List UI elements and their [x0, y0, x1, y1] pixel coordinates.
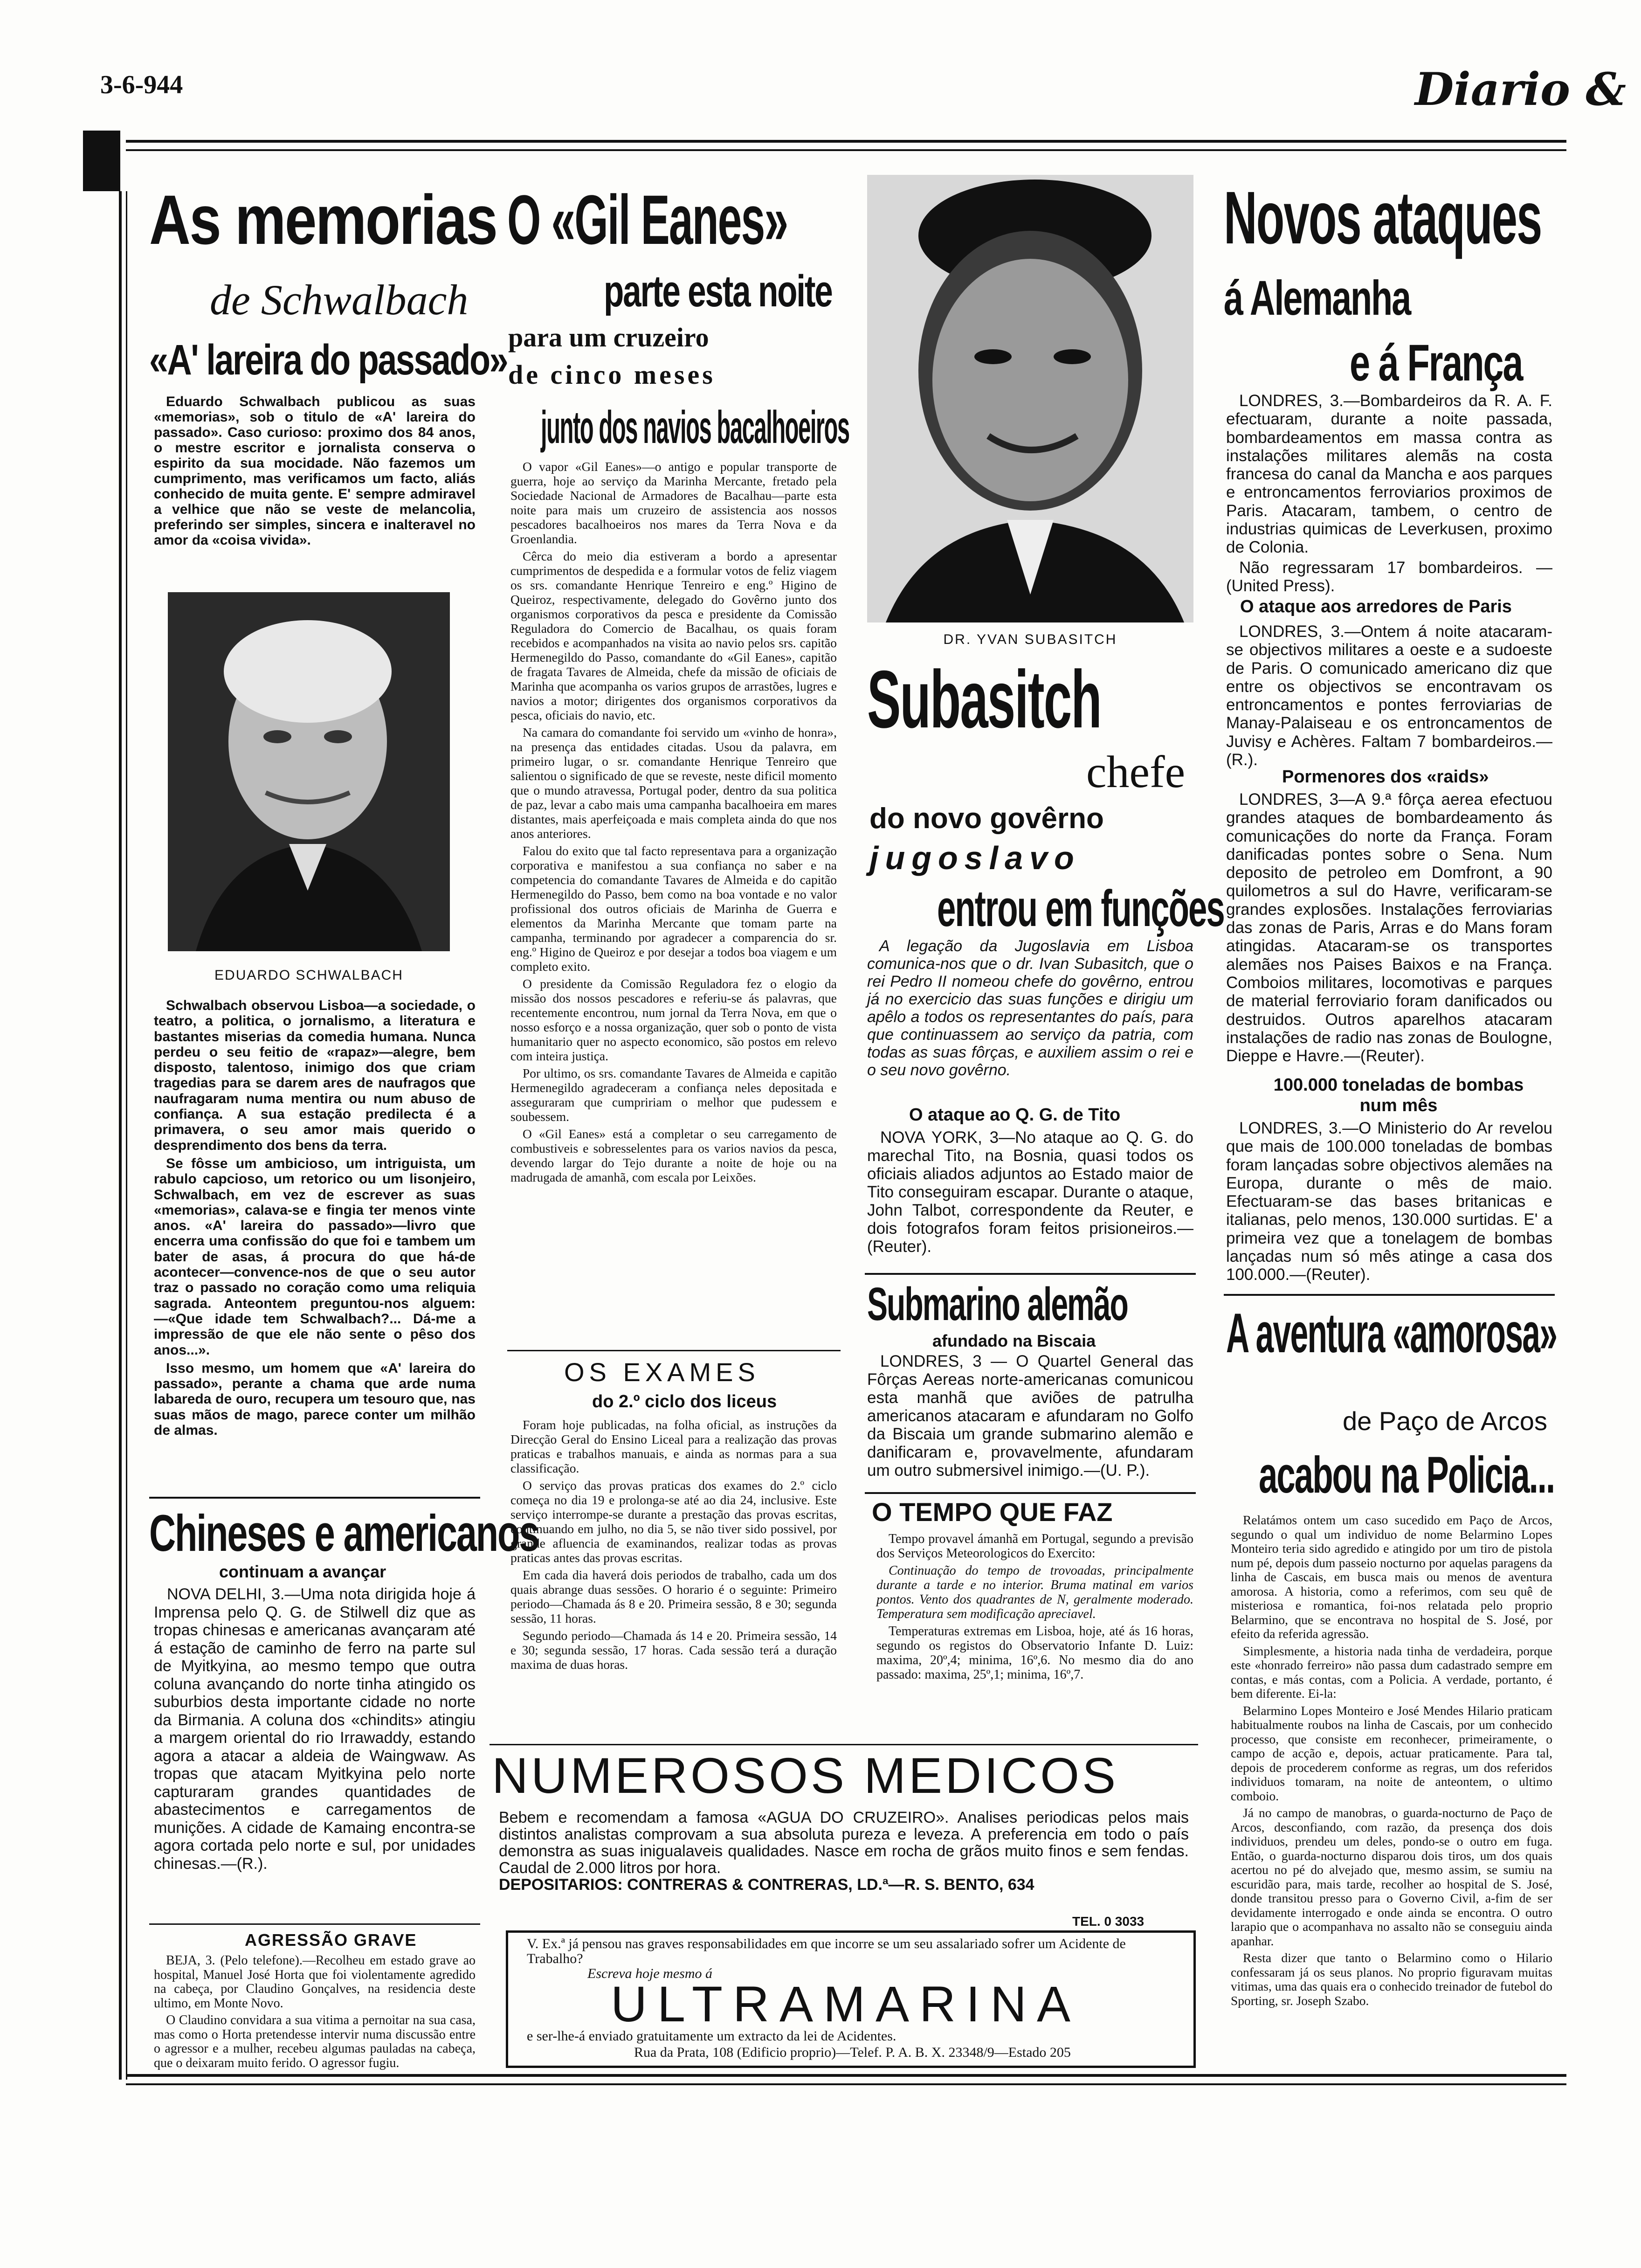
photo-caption-schwalbach: EDUARDO SCHWALBACH	[214, 968, 403, 983]
headline-subasitch: Subasitch	[867, 654, 1101, 745]
subhead-jugoslavo: jugoslavo	[869, 840, 1081, 876]
tito-body: NOVA YORK, 3—No ataque ao Q. G. do marechal Tito, na Bosnia, quasi todos os oficiais aliados adjuntos ao Estado maior de Tito conseguiram escapar. Durante o ataque, John Talbot, correspondente da Reuter, e dois fotografos foram feitos prisioneiros.—(Reuter).	[867, 1128, 1193, 1256]
subhead-bacalhoeiros: junto dos navios bacalhoeiros	[541, 401, 849, 453]
divider-exames	[507, 1350, 841, 1351]
raids-body: LONDRES, 3—A 9.ª fôrça aerea efectuou grandes ataques de bombardeamento ás comunicações do norte da França. Foram danificadas pontes sobre o Sena. Num deposito de petroleo em Domfront, a 90 quilometros a sul do Havre, verificaram-se grandes explosões. Instalações ferroviarias das zonas de Paris, Arras e do Mans foram atingidas. Atacaram-se os transportes alemães nos Paises Baixos e na França. Comboios militares, locomotivas e parques de material ferroviario foram danificados ou destruidos. Outros aparelhos atacaram instalações de radio nas zonas de Boulogne, Dieppe e Havre.—(Reuter).	[1226, 790, 1552, 1065]
paris-body: LONDRES, 3.—Ontem á noite atacaram-se objectivos militares a oeste e a sudoeste de Paris. O comunicado americano diz que entre os objectivos se encontravam os entroncamentos e pontes ferroviarias de Manay-Palaiseau e os entroncamentos de Juvisy e Achères. Faltam 7 bombardeiros.—(R.).	[1226, 622, 1552, 769]
headline-novos-ataques: Novos ataques	[1224, 176, 1542, 259]
headline-submarino: Submarino alemão	[867, 1278, 1128, 1330]
title-toneladas: 100.000 toneladas de bombas num mês	[1273, 1075, 1524, 1115]
subhead-submarino: afundado na Biscaia	[932, 1331, 1096, 1350]
subhead-govêrno: do novo govêrno	[869, 802, 1104, 835]
photo-caption-subasitch: DR. YVAN SUBASITCH	[943, 632, 1117, 647]
divider-aventura	[1224, 1294, 1555, 1296]
tempo-body: Tempo provavel ámanhã em Portugal, segundo a previsão dos Serviços Meteorologicos do Exercito: Continuação do tempo de trovoadas, principalmente durante a tarde e no interior. Bruma matinal em varios pontos. Vento dos quadrantes de N, geralmente moderado. Temperatura sem modificação apreciavel. Temperaturas extremas em Lisboa, hoje, até ás 16 horas, segundo os registos do Observatorio Infante D. Luiz: maxima, 20º,4; minima, 16º,6. No mesmo dia do ano passado: maxima, 25º,1; minima, 16º,7.	[876, 1532, 1193, 1682]
page-date: 3-6-944	[100, 70, 183, 99]
subhead-paco-arcos: de Paço de Arcos	[1343, 1406, 1547, 1436]
novos-ataques-body: LONDRES, 3.—Bombardeiros da R. A. F. efectuaram, durante a noite passada, bombardeamentos em massa contra as instalações militares alemãs na costa francesa do canal da Mancha e aos parques e entroncamentos ferroviarios proximos de Paris. Atacaram, tambem, o centro de industrias quimicas de Leverkusen, proximo de Colonia. Não regressaram 17 bombardeiros. —(United Press).	[1226, 392, 1552, 595]
ad-medicos-text: Bebem e recomendam a famosa «AGUA DO CRUZEIRO». Analises periodicas pelos mais distintos analistas comprovam a sua absoluta pureza e leveza. A preferencia em todo o país demonstra as suas inigualaveis qualidades. Nasce em rocha de grãos muito finos e sem fendas. Caudal de 2.000 litros por hora. DEPOSITARIOS: CONTRERAS & CONTRERAS, LD.ª—R. S. BENTO, 634	[499, 1809, 1189, 1894]
subhead-parte: parte esta noite	[604, 266, 832, 316]
schwalbach-photo	[168, 592, 450, 951]
bottom-rule	[126, 2074, 1566, 2085]
decorative-bar	[83, 131, 120, 191]
kicker-lareira: «A' lareira do passado»	[149, 336, 508, 384]
title-paris: O ataque aos arredores de Paris	[1240, 597, 1512, 616]
ad-ultramarina-address: Rua da Prata, 108 (Edificio proprio)—Telef. P. A. B. X. 23348/9—Estado 205	[634, 2045, 1071, 2060]
intro-text: Eduardo Schwalbach publicou as suas «memorias», sob o titulo de «A' lareira do passado». Caso curioso: proximo dos 84 anos, o mestre escritor e jornalista conserva o espirito da sua mocidade. Não fazemos um cumprimento, mas verificamos um facto, aliás conhecido de muita gente. E' sempre admiravel a velhice que não se veste de melancolia, preferindo ser simples, sincera e inalteravel no amor da «coisa vivida».	[154, 394, 476, 548]
ad-medicos-tel: TEL. 0 3033	[1072, 1914, 1145, 1929]
divider-submarino	[865, 1273, 1196, 1275]
subasitch-photo	[867, 175, 1193, 622]
left-rule-thin	[126, 191, 127, 2080]
exames-body: Foram hoje publicadas, na folha oficial, as instruções da Direcção Geral do Ensino Liceal para a realização das provas praticas e trabalhos manuais, e ainda as normas para a sua classificação. O serviço das provas praticas dos exames do 2.º ciclo começa no dia 19 e prolonga-se até ao dia 24, inclusive. Este serviço interrompe-se durante a prestação das provas escritas, continuando em julho, no dia 5, se não tiver sido possivel, por grande afluencia de examinandos, realizar todas as provas praticas antes das provas escritas. Em cada dia haverá dois periodos de trabalho, cada um dos quais abrange duas sessões. O horario é o seguinte: Primeiro periodo—Chamada ás 8 e 20. Primeira sessão, 8 e 30; segunda sessão, 11 horas. Segundo periodo—Chamada ás 14 e 20. Primeira sessão, 14 e 30; segunda sessão, 17 horas. Cada sessão terá a duração maxima de duas horas.	[510, 1418, 837, 1672]
title-agressao: AGRESSÃO GRAVE	[245, 1930, 417, 1950]
divider-col1	[149, 1497, 480, 1499]
subhead-policia: acabou na Policia...	[1259, 1446, 1555, 1504]
headline-chineses: Chineses e americanos	[149, 1505, 539, 1562]
subhead-funcoes: entrou em funções	[937, 880, 1224, 937]
subhead-cruzeiro: para um cruzeiro	[508, 322, 709, 353]
divider-tempo	[865, 1492, 1196, 1494]
ad-ultramarina-box	[506, 1930, 1196, 2068]
headline-memorias: As memorias	[149, 180, 497, 259]
ad-title-medicos: NUMEROSOS MEDICOS	[492, 1747, 1119, 1804]
portrait-icon	[168, 592, 450, 951]
subhead-exames: do 2.º ciclo dos liceus	[592, 1392, 777, 1411]
subhead-franca: e á França	[1350, 334, 1523, 392]
ad-ultramarina-brand: ULTRAMARINA	[611, 1976, 1081, 2032]
toneladas-body: LONDRES, 3.—O Ministerio do Ar revelou que mais de 100.000 toneladas de bombas foram lançadas sobre objectivos alemães na Europa, durante o mês de maio. Efectuaram-se das bases britanicas e italianas, pelo menos, 130.000 surtidas. E' a primeira vez que a tonelagem de bombas lançadas num só mês atinge a casa dos 100.000.—(Reuter).	[1226, 1119, 1552, 1284]
subhead-chefe: chefe	[1086, 747, 1186, 797]
portrait-icon	[867, 175, 1193, 622]
memorias-body: Schwalbach observou Lisboa—a sociedade, o teatro, a politica, o jornalismo, a literatura e bastantes miserias da comedia humana. Nunca perdeu o seu feitio de «rapaz»—alegre, bem disposto, talentoso, inimigo dos que criam tragedias para se darem ares de naufragos que naufragaram numa mentira ou num abuso de confiança. A sua estação predilecta é a primavera, o seu amor mais querido o desprendimento dos bens da terra. Se fôsse um ambicioso, um intriguista, um rabulo capcioso, um retorico ou um lisonjeiro, Schwalbach, em vez de escrever as suas «memorias», calava-se e fingia ter menos vinte anos. «A' lareira do passado»—livro que encerra uma confissão do que foi e tambem um bater de asas, á procura do que há-de acontecer—convence-nos de que o seu autor traz o passado no coração como uma reliquia sagrada. Anteontem preguntou-nos alguem: —«Que idade tem Schwalbach?... Dá-me a impressão de que ele não sente o pêso dos anos...». Isso mesmo, um homem que «A' lareira do passado», perante a chama que arde numa labareda de ouro, recupera um tesouro que, nas suas mãos de mago, parece conter um milhão de almas.	[154, 998, 476, 1438]
left-rule	[119, 191, 122, 2080]
subhead-chineses: continuam a avançar	[219, 1562, 386, 1581]
title-exames: OS EXAMES	[564, 1357, 760, 1387]
headline-gil-eanes: O «Gil Eanes»	[507, 180, 788, 259]
submarino-body: LONDRES, 3 — O Quartel General das Fôrças Aereas norte-americanas comunicou esta manhã que aviões de patrulha americanos atacaram e afundaram no Golfo da Biscaia um grande submarino alemão e danificaram e, provavelmente, afundaram um outro submersivel inimigo.—(U. P.).	[867, 1352, 1193, 1480]
top-rule	[126, 140, 1566, 151]
subhead-schwalbach: de Schwalbach	[210, 276, 469, 324]
subhead-alemanha: á Alemanha	[1224, 271, 1410, 325]
ad-ultramarina-line3: e ser-lhe-á enviado gratuitamente um extracto da lei de Acidentes.	[527, 2028, 896, 2044]
headline-aventura: A aventura «amorosa»	[1226, 1302, 1557, 1364]
masthead: Diario &	[1415, 63, 1627, 116]
subhead-cinco-meses: de cinco meses	[508, 360, 716, 390]
ad-ultramarina-text: V. Ex.ª já pensou nas graves responsabilidades em que incorre se um seu assalariado sofrer um Acidente de Trabalho? Escreva hoje mesmo á	[527, 1936, 1126, 1981]
aventura-body: Relatámos ontem um caso sucedido em Paço de Arcos, segundo o qual um individuo de nome Belarmino Lopes Monteiro teria sido agredido e atingido por um tiro de pistola num pé, depois dum passeio nocturno por aquelas paragens da linha de Cascais, em busca mais ou menos de aventura amorosa. A historia, como a referimos, com seu quê de misteriosa e romantica, foi-nos relatada pelo proprio Belarmino, que se encontrava no hospital de S. José, por efeito da referida agressão. Simplesmente, a historia nada tinha de verdadeira, porque este «honrado ferreiro» não passa dum cadastrado sempre em contas, e más contas, com a Policia. A verdade, portanto, é bem diferente. Ei-la: Belarmino Lopes Monteiro e José Mendes Hilario praticam habitualmente roubos na linha de Cascais, por um conhecido processo, que consiste em reconhecer, primeiramente, o campo de acção e, depois, actuar praticamente. Para tal, depois de procederem conforme as regras, um dos referidos individuos tomaram, na noite de anteontem, o ultimo comboio. Já no campo de manobras, o guarda-nocturno de Paço de Arcos, desconfiando, com razão, da presença dos dois individuos, prendeu um deles, pondo-se o outro em fuga. Então, o guarda-nocturno disparou dois tiros, um dos quais acertou no pé do alvejado que, mesmo assim, se sumiu na escuridão para, mais tarde, recolher ao hospital de S. José, donde transitou presso para o Governo Civil, a-fim de ser devidamente interrogado e onde ainda se encontra. O outro larapio que o acompanhava no assalto não se conseguiu ainda apanhar. Resta dizer que tanto o Belarmino como o Hilario confessaram já os seus planos. No proprio figuravam muitas vitimas, uma das quais era o conhecido treinador de futebol do Sporting, sr. Joseph Szabo.	[1231, 1513, 1552, 2008]
divider-ads	[490, 1744, 1198, 1745]
chineses-body: NOVA DELHI, 3.—Uma nota dirigida hoje á Imprensa pelo Q. G. de Stilwell diz que as tropas chinesas e americanas avançaram até á estação de caminho de ferro na parte sul de Myitkyina, ao mesmo tempo que outra coluna avançando do norte tinha atingido os suburbios desta importante cidade no norte da Birmania. A coluna dos «chindits» atingiu a margem oriental do rio Irrawaddy, estando agora a atacar a aldeia de Waingwaw. As tropas que atacam Myitkyina pelo norte capturaram grandes quantidades de abastecimentos e carregamentos de munições. A cidade de Kamaing encontra-se agora cortada pelo norte e sul, por unidades chinesas.—(R.).	[154, 1585, 476, 1873]
title-tito: O ataque ao Q. G. de Tito	[909, 1105, 1121, 1125]
divider-agressao	[149, 1923, 480, 1925]
agressao-body: BEJA, 3. (Pelo telefone).—Recolheu em estado grave ao hospital, Manuel José Horta que foi violentamente agredido na cabeça, por Claudino Gonçalves, na residencia deste ultimo, em Monte Novo. O Claudino convidara a sua vitima a pernoitar na sua casa, mas como o Horta pretendesse intervir numa discussão entre o agressor e a mulher, recebeu algumas pauladas na cabeça, que o deixaram muito ferido. O agressor fugiu.	[154, 1953, 476, 2070]
title-tempo: O TEMPO QUE FAZ	[872, 1497, 1113, 1527]
title-raids: Pormenores dos «raids»	[1282, 767, 1489, 787]
subasitch-lead: A legação da Jugoslavia em Lisboa comunica-nos que o dr. Ivan Subasitch, que o rei Pedro II nomeou chefe do govêrno, entrou já no exercicio das suas funções e dirigiu um apêlo a todos os representantes do país, para que continuassem ao serviço da patria, com todas as suas fôrças, e auxiliem assim o rei e o seu novo govêrno.	[867, 937, 1193, 1079]
gil-eanes-body: O vapor «Gil Eanes»—o antigo e popular transporte de guerra, hoje ao serviço da Marinha Mercante, fretado pela Sociedade Nacional de Armadores de Bacalhau—parte esta noite para mais um cruzeiro de assistencia aos nossos pescadores bacalhoeiros nos mares da Terra Nova e da Groenlandia. Cêrca do meio dia estiveram a bordo a apresentar cumprimentos de despedida e a formular votos de feliz viagem os srs. comandante Henrique Tenreiro e eng.º Higino de Queiroz, respectivamente, delegado do Govêrno junto dos organismos corporativos da pesca e presidente da Comissão Reguladora do Comercio de Bacalhau, os quais foram recebidos e acompanhados na visita ao navio pelos srs. capitão Hermenegildo do Passo, comandante do «Gil Eanes», capitão de fragata Tavares de Almeida, chefe da missão de oficiais de Marinha que acompanha os varios grupos de arrastões, lugres e navios a motor; dirigentes dos organismos corporativos da pesca, oficiais do navio, etc. Na camara do comandante foi servido um «vinho de honra», na presença das entidades citadas. Usou da palavra, em primeiro lugar, o sr. comandante Henrique Tenreiro que salientou o significado de que se reveste, neste dificil momento que o mundo atravessa, Portugal poder, dentro da sua politica de paz, levar a cabo mais uma campanha bacalhoeira em mares distantes, mais aperfeiçoada e mais completa ainda do que nos anos anteriores. Falou do exito que tal facto representava para a organização corporativa e manifestou a sua confiança no saber e na competencia do comandante Tavares de Almeida e do capitão Hermenegildo do Passo, bem como na boa vontade e no valor profissional dos outros oficiais de Marinha de Guerra e elementos da Marinha Mercante que tomam parte na campanha, terminando por agradecer a comparencia do sr. eng.º Higino de Queiroz e por desejar a todos boa viagem e um completo exito. O presidente da Comissão Reguladora fez o elogio da missão dos nossos pescadores e referiu-se ás palavras, que recentemente encontrou, num jornal da Terra Nova, em que o nosso esforço e a nossa organização, quer sob o ponto de vista humanitario quer no aspecto economico, são postos em relevo com inteira justiça. Por ultimo, os srs. comandante Tavares de Almeida e capitão Hermenegildo agradeceram a confiança neles depositada e asseguraram que cumpririam o melhor que pudessem e soubessem. O «Gil Eanes» está a completar o seu carregamento de combustiveis e sobresselentes para os varios navios da pesca, devendo largar do Tejo durante a noite de hoje ou na madrugada de amanhã, com escala por Leixões.	[510, 459, 837, 1184]
